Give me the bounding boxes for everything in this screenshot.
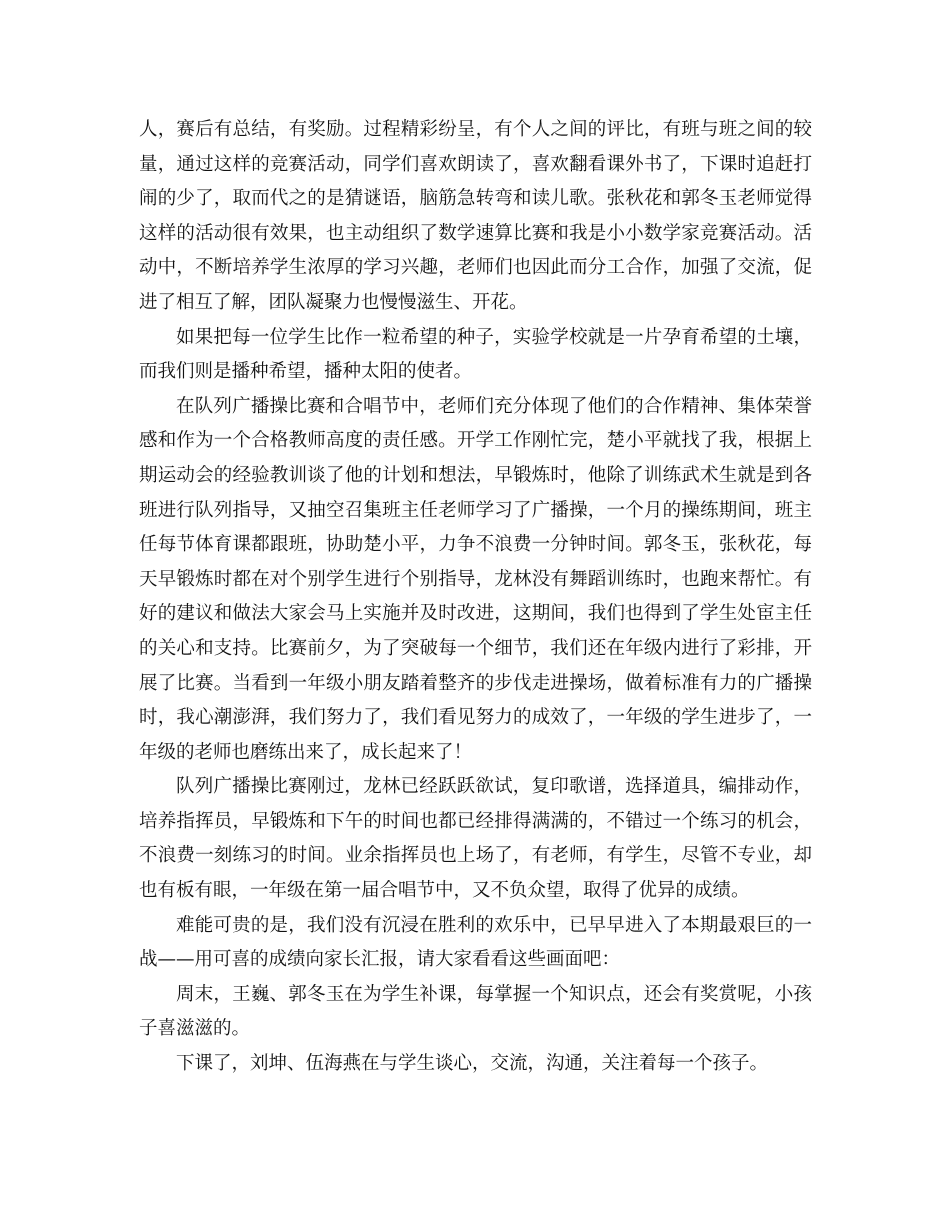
paragraph: 队列广播操比赛刚过，龙林已经跃跃欲试，复印歌谱，选择道具，编排动作，培养指挥员，早锻炼和下午的时间也都已经排得满满的，不错过一个练习的机会，不浪费一刻练习的时间。业余指挥员也上场了，有老师，有学生，尽管不专业，却也有板有眼，一年级在第一届合唱节中，又不负众望，取得了优异的成绩。: [139, 776, 812, 902]
paragraph-continued: 人，赛后有总结，有奖励。过程精彩纷呈，有个人之间的评比，有班与班之间的较量，通过这样的竞赛活动，同学们喜欢朗读了，喜欢翻看课外书了，下课时追赶打闹的少了，取而代之的是猜谜语，脑筋急转弯和读儿歌。张秋花和郭冬玉老师觉得这样的活动很有效果，也主动组织了数学速算比赛和我是小小数学家竞赛活动。活动中，不断培养学生浓厚的学习兴趣，老师们也因此而分工合作，加强了交流，促进了相互了解，团队凝聚力也慢慢滋生、开花。: [139, 119, 812, 313]
paragraph: 下课了，刘坤、伍海燕在与学生谈心，交流，沟通，关注着每一个孩子。: [176, 1053, 769, 1075]
paragraph: 如果把每一位学生比作一粒希望的种子，实验学校就是一片孕育希望的土壤，而我们则是播种希望，播种太阳的使者。: [139, 326, 812, 383]
paragraph: 在队列广播操比赛和合唱节中，老师们充分体现了他们的合作精神、集体荣誉感和作为一个合格教师高度的责任感。开学工作刚忙完，楚小平就找了我，根据上期运动会的经验教训谈了他的计划和想法，早锻炼时，他除了训练武术生就是到各班进行队列指导，又抽空召集班主任老师学习了广播操，一个月的操练期间，班主任每节体育课都跟班，协助楚小平，力争不浪费一分钟时间。郭冬玉，张秋花，每天早锻炼时都在对个别学生进行个别指导，龙林没有舞蹈训练时，也跑来帮忙。有好的建议和做法大家会马上实施并及时改进，这期间，我们也得到了学生处宦主任的关心和支持。比赛前夕，为了突破每一个细节，我们还在年级内进行了彩排，开展了比赛。当看到一年级小朋友踏着整齐的步伐走进操场，做着标准有力的广播操时，我心潮澎湃，我们努力了，我们看见努力的成效了，一年级的学生进步了，一年级的老师也磨练出来了，成长起来了！: [139, 395, 812, 763]
paragraph: 难能可贵的是，我们没有沉浸在胜利的欢乐中，已早早进入了本期最艰巨的一战——用可喜的成绩向家长汇报，请大家看看这些画面吧：: [139, 914, 812, 971]
document-body: [139, 113, 812, 1082]
paragraph: 周末，王巍、郭冬玉在为学生补课，每掌握一个知识点，还会有奖赏呢，小孩子喜滋滋的。: [139, 983, 812, 1040]
